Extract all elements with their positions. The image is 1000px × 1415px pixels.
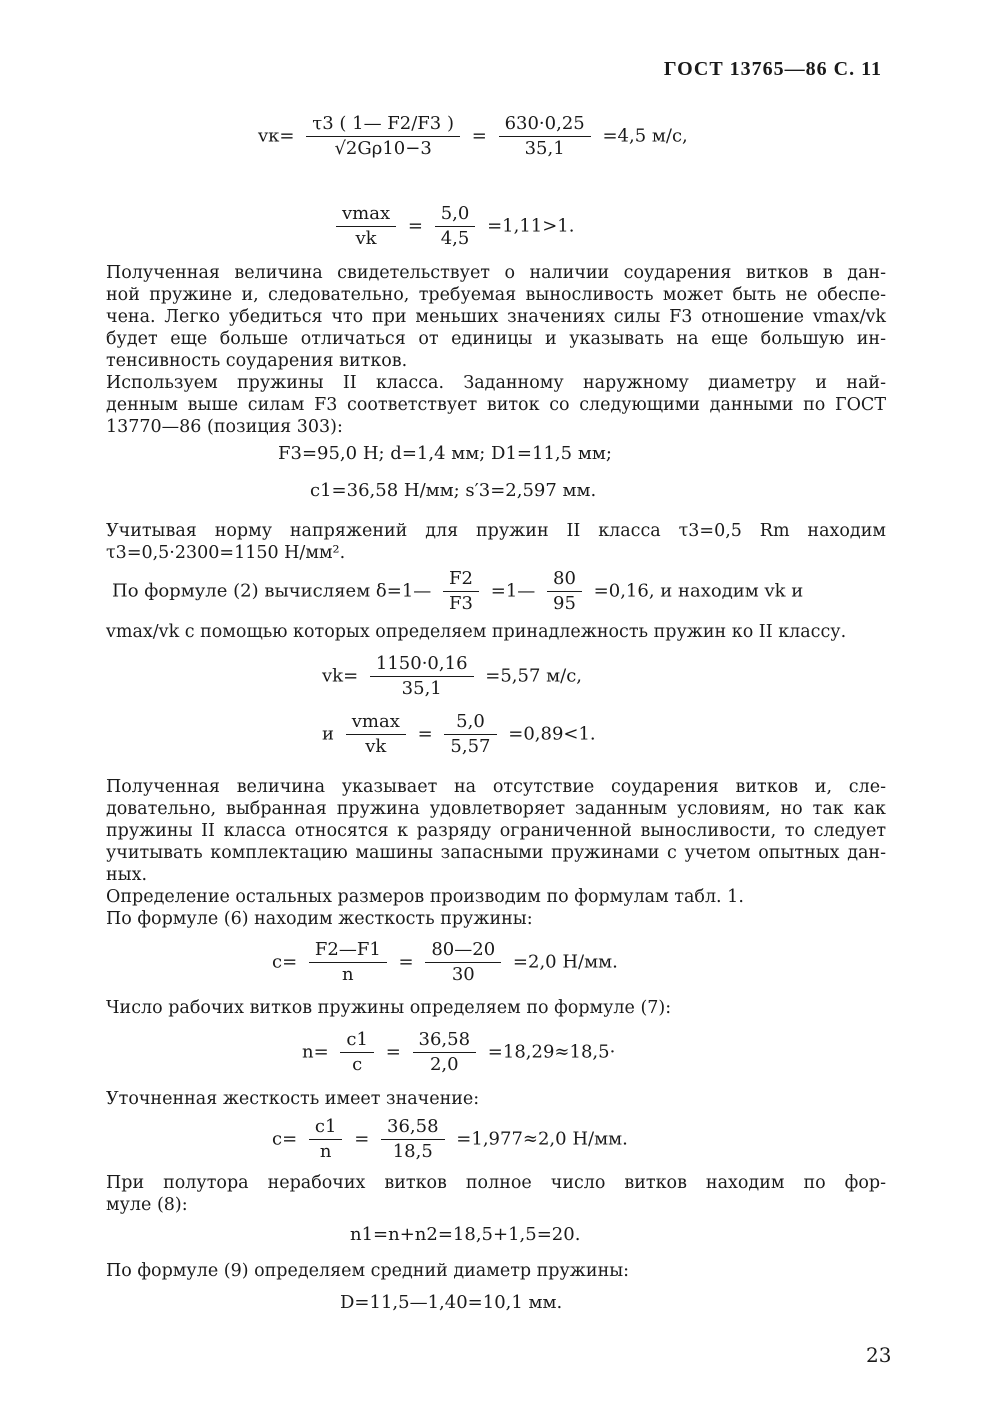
paragraph-mean-diameter: По формуле (9) определяем средний диаметр пружины: bbox=[106, 1261, 630, 1281]
formula-f3-data: F3=95,0 Н; d=1,4 мм; D1=11,5 мм; bbox=[278, 443, 612, 464]
formula-total-coils: n1=n+n2=18,5+1,5=20. bbox=[350, 1224, 581, 1245]
paragraph-collision: Полученная величина свидетельствует о наличии соударения витков в дан- ной пружине и, следовательно, требуемая выносливость может быть не обеспе- чена. Легко убедиться что при меньших значениях силы F3 отношение vmax/vk будет еще больше отличаться от единицы и указывать на еще большую ин- тенсивность соударения витков. bbox=[106, 263, 886, 371]
formula-ratio-2: и $\frac{vmax}{vk}$ = $\frac{5,0}{5,57}$ =0,89<1. bbox=[322, 711, 596, 757]
formula-refined-stiffness: c= $\frac{c1}{n}$ = $\frac{36,58}{18,5}$ =1,977≈2,0 Н/мм. bbox=[272, 1116, 628, 1162]
paragraph-belongs: vmax/vk с помощью которых определяем принадлежность пружин ко II классу. bbox=[106, 622, 847, 642]
formula-delta: По формуле (2) вычисляем δ=1— $\frac{F2}{F3}$ =1— $\frac{80}{95}$ =0,16, и находим vk и bbox=[112, 568, 804, 614]
paragraph-total-coils: При полутора нерабочих витков полное число витков находим по фор- муле (8): bbox=[106, 1173, 886, 1215]
formula-stiffness: c= $\frac{F2—F1}{n}$ = $\frac{80—20}{30}$ =2,0 Н/мм. bbox=[272, 939, 618, 985]
formula-c1-data: c1=36,58 Н/мм; s′3=2,597 мм. bbox=[310, 480, 597, 501]
paragraph-refined-stiffness: Уточненная жесткость имеет значение: bbox=[106, 1089, 480, 1109]
paragraph-stiffness: По формуле (6) находим жесткость пружины: bbox=[106, 909, 533, 929]
page-header: ГОСТ 13765—86 С. 11 bbox=[663, 58, 882, 80]
formula-working-coils: n= $\frac{c1}{c}$ = $\frac{36,58}{2,0}$ =18,29≈18,5· bbox=[302, 1029, 616, 1075]
formula-vk-1: vк= $\frac{\tau 3 ( 1— F2/F3 )}{√2G\rho 10-3}$ = $\frac{630\cdot 0,25}{35,1}$ =4,5 м/с, bbox=[258, 113, 688, 159]
paragraph-no-collision: Полученная величина указывает на отсутствие соударения витков и, сле- довательно, выбранная пружина удовлетворяет заданным условиям, но так как пружины II класса относятся к разряду ограниченной выносливости, то следует учитывать комплектацию машины запасными пружинами с учетом опытных дан- ных. bbox=[106, 777, 886, 885]
formula-vk1-frac1: $\frac{\tau 3 ( 1— F2/F3 )}{√2G\rho 10-3}$ bbox=[306, 112, 460, 161]
formula-vk1-lhs: vк= bbox=[258, 125, 295, 147]
paragraph-stress-norm: Учитывая норму напряжений для пружин II класса τ3=0,5 Rm находим τ3=0,5·2300=1150 Н/мм². bbox=[106, 521, 886, 563]
formula-ratio-1: $\frac{vmax}{vk}$ = $\frac{5,0}{4,5}$ =1,11>1. bbox=[330, 202, 574, 251]
page-number: 23 bbox=[866, 1343, 892, 1367]
paragraph-working-coils: Число рабочих витков пружины определяем по формуле (7): bbox=[106, 998, 672, 1018]
formula-vk-2: vk= $\frac{1150\cdot 0,16}{35,1}$ =5,57 м/с, bbox=[322, 653, 582, 699]
paragraph-remaining-sizes: Определение остальных размеров производим по формулам табл. 1. bbox=[106, 887, 744, 907]
paragraph-class-ii: Используем пружины II класса. Заданному наружному диаметру и най- денным выше силам F3 соответствует виток со следующими данными по ГОСТ 13770—86 (позиция 303): bbox=[106, 373, 886, 437]
formula-vk1-frac2: $\frac{630\cdot 0,25}{35,1}$ bbox=[499, 112, 591, 161]
formula-mean-diameter: D=11,5—1,40=10,1 мм. bbox=[340, 1292, 563, 1313]
